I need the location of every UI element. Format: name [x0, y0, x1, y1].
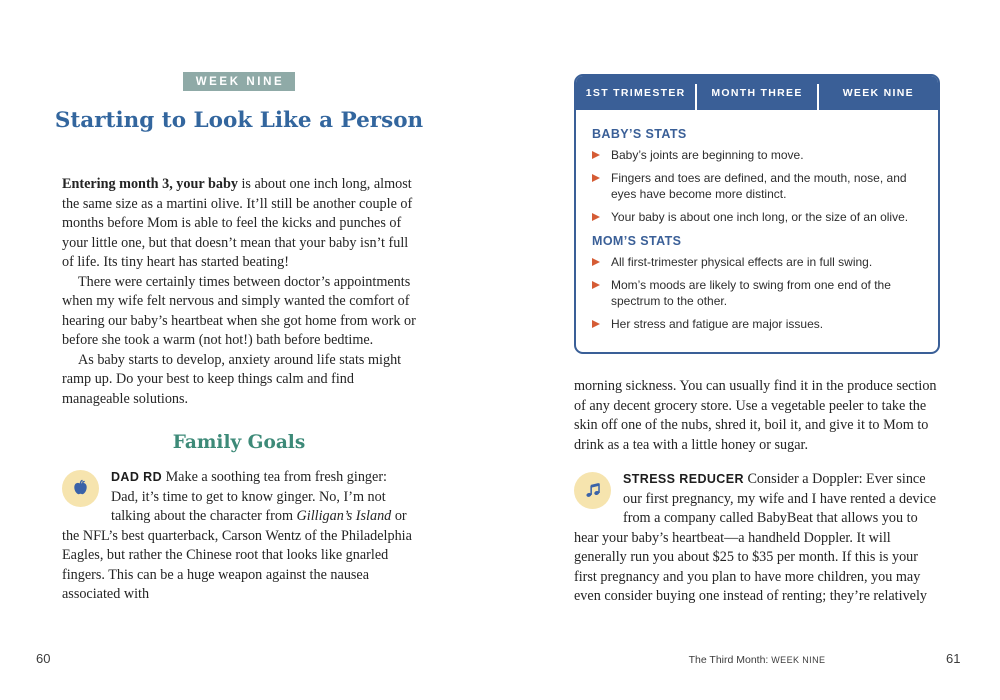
babys-stats-heading: BABY’S STATS	[592, 127, 687, 141]
music-note-icon	[574, 472, 611, 509]
continuation-paragraph: morning sickness. You can usually find it in the produce section of any decent grocery store. Use a vegetable peeler to take the skin off one of the nubs, shred it, boil it, and give it to Mom to drink as a tea with a little honey or sugar.	[574, 378, 937, 453]
dad-rd-label: DAD RD	[111, 470, 163, 484]
stats-box-body	[576, 110, 938, 352]
family-goals-heading: Family Goals	[172, 432, 306, 453]
stat-text: Mom’s moods are likely to swing from one end of the spectrum to the other.	[611, 277, 891, 308]
moms-stats-heading: MOM’S STATS	[592, 234, 682, 248]
tab-1st-trimester: 1ST TRIMESTER	[585, 87, 686, 99]
paragraph-3: As baby starts to develop, anxiety around life stats might ramp up. Do your best to keep things calm and find manageable solutions.	[62, 351, 402, 407]
week-badge: WEEK NINE	[183, 72, 296, 91]
apple-icon	[62, 470, 99, 507]
stress-reducer-tip	[574, 470, 940, 607]
stat-text: Her stress and fatigue are major issues.	[611, 316, 824, 331]
stat-item	[592, 147, 922, 164]
intro-lead-bold: Entering month 3, your baby	[62, 176, 238, 192]
intro-rest: is about one inch long, almost the same size as a martini olive. It’ll still be another couple of months before Mom is able to feel the kicks and punches of your little one, but that doesn’t mean that your baby isn’t full of life. Its tiny heart has started beating!	[62, 176, 413, 270]
bullet-arrow-icon	[592, 151, 600, 159]
page-title: Starting to Look Like a Person	[54, 108, 424, 133]
page-number-right: 61	[946, 651, 961, 666]
bullet-arrow-icon	[592, 281, 600, 289]
dad-rd-tip	[62, 468, 416, 605]
bullet-arrow-icon	[592, 258, 600, 266]
left-page-column	[54, 72, 424, 605]
left-body-text	[62, 175, 416, 409]
stat-item	[592, 316, 922, 333]
intro-paragraph	[62, 175, 416, 273]
dad-rd-text-2: or the NFL’s best quarterback, Carson Wentz of the Philadelphia Eagles, but rather the Chinese root that looks like gnarled fingers. This can be a huge weapon against the nausea associated with	[62, 508, 412, 602]
page-number-left: 60	[36, 651, 51, 666]
stat-item	[592, 254, 922, 271]
dad-rd-italic: Gilligan’s Island	[296, 508, 392, 524]
dad-rd-text-1: Make a soothing tea from fresh ginger: Dad, it’s time to get to know ginger. No, I’m not talking about the character from	[111, 469, 387, 524]
stat-text: Fingers and toes are defined, and the mouth, nose, and eyes have become more distinct.	[611, 170, 907, 201]
tab-month-three: MONTH THREE	[711, 87, 803, 99]
footer-chapter: The Third Month:	[688, 654, 769, 666]
right-page-column	[574, 74, 940, 607]
bullet-arrow-icon	[592, 174, 600, 182]
right-body-text	[574, 377, 940, 455]
stat-item	[592, 209, 922, 226]
stress-reducer-label: STRESS REDUCER	[623, 472, 744, 486]
running-footer	[574, 654, 940, 666]
stress-reducer-text: Consider a Doppler: Ever since our first pregnancy, my wife and I have rented a device from a company called BabyBeat that allows you to hear your baby’s heartbeat—a handheld Doppler. It will generally run you about $25 to $35 per month. If this is your first pregnancy and you plan to have more children, you may even consider buying one instead of renting; they’re relatively	[574, 471, 937, 604]
stats-box	[574, 74, 940, 354]
stat-item	[592, 170, 922, 203]
stat-text: Baby’s joints are beginning to move.	[611, 148, 804, 162]
stat-text: All first-trimester physical effects are in full swing.	[611, 255, 873, 269]
tab-week-nine: WEEK NINE	[842, 87, 914, 99]
paragraph-2: There were certainly times between doctor’s appointments when my wife felt nervous and simply wanted the comfort of hearing our baby’s heartbeat when she got home from work or before she took a warm (not hot!) bath before bedtime.	[62, 273, 416, 348]
stat-item	[592, 277, 922, 310]
stats-box-header	[576, 76, 938, 110]
bullet-arrow-icon	[592, 213, 600, 221]
bullet-arrow-icon	[592, 320, 600, 328]
stat-text: Your baby is about one inch long, or the size of an olive.	[611, 209, 909, 224]
week-badge-row	[62, 72, 416, 91]
footer-week: WEEK NINE	[771, 655, 826, 665]
